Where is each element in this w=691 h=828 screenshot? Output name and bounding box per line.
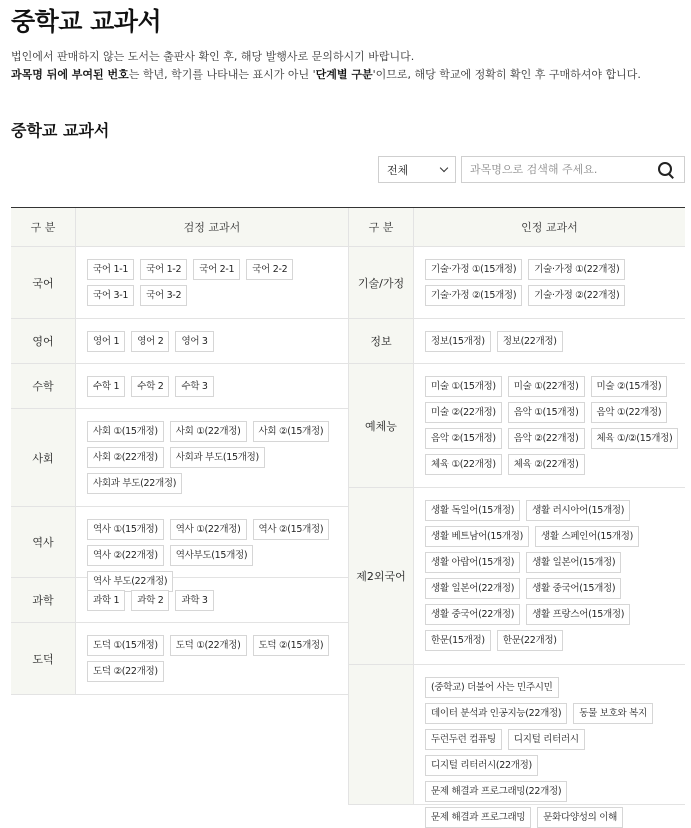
row-category: 수학	[11, 364, 76, 408]
chevron-down-icon	[440, 164, 448, 172]
row-book-list	[76, 623, 348, 694]
textbook-link[interactable]: 두런두런 컴퓨팅	[425, 729, 502, 750]
row-book-list	[414, 665, 685, 823]
textbook-link[interactable]: 도덕 ②(15개정)	[253, 635, 330, 656]
notice-mid: 는 학년, 학기를 나타내는 표시가 아닌 '	[128, 68, 316, 81]
textbook-link[interactable]: 생활 스페인어(15개정)	[535, 526, 639, 547]
textbook-link[interactable]: 미술 ②(15개정)	[591, 376, 668, 397]
textbook-link[interactable]: 기술·가정 ②(22개정)	[528, 285, 625, 306]
textbook-link[interactable]: 미술 ①(15개정)	[425, 376, 502, 397]
category-filter-select[interactable]	[378, 156, 456, 183]
table-row	[11, 578, 348, 623]
row-category	[349, 665, 414, 804]
row-book-list	[76, 507, 348, 587]
notice-line-2	[11, 66, 641, 84]
table-row	[349, 488, 685, 665]
table-row	[11, 409, 348, 507]
textbook-link[interactable]: 생활 아랍어(15개정)	[425, 552, 520, 573]
approved-textbook-table	[348, 208, 685, 823]
row-book-list	[414, 319, 685, 363]
textbook-link[interactable]: 역사 ②(15개정)	[253, 519, 330, 540]
notice-text	[11, 48, 641, 84]
textbook-link[interactable]: 영어 2	[131, 331, 169, 352]
row-category: 영어	[11, 319, 76, 363]
row-category: 제2외국어	[349, 488, 414, 664]
row-book-list	[76, 247, 348, 318]
textbook-link[interactable]: 디지털 리터러시(22개정)	[425, 755, 538, 776]
textbook-link[interactable]: 도덕 ①(22개정)	[170, 635, 247, 656]
table-row	[11, 623, 348, 695]
row-category: 정보	[349, 319, 414, 363]
textbook-link[interactable]: 정보(15개정)	[425, 331, 491, 352]
row-category: 국어	[11, 247, 76, 318]
header-category: 구 분	[11, 208, 76, 246]
textbook-link[interactable]: 정보(22개정)	[497, 331, 563, 352]
table-row	[349, 665, 685, 823]
row-category: 사회	[11, 409, 76, 506]
textbook-link[interactable]: 체육 ①/②(15개정)	[591, 428, 679, 449]
section-title: 중학교 교과서	[11, 121, 110, 140]
textbook-link[interactable]: 문화다양성의 이해	[537, 807, 623, 828]
textbook-link[interactable]: 수학 2	[131, 376, 169, 397]
textbook-link[interactable]: 생활 중국어(22개정)	[425, 604, 520, 625]
table-row	[11, 319, 348, 364]
header-category: 구 분	[349, 208, 414, 246]
textbook-link[interactable]: 도덕 ①(15개정)	[87, 635, 164, 656]
textbook-link[interactable]: 체육 ②(22개정)	[508, 454, 585, 475]
textbook-link[interactable]: 생활 러시아어(15개정)	[526, 500, 630, 521]
textbook-link[interactable]: 생활 베트남어(15개정)	[425, 526, 529, 547]
table-row	[349, 319, 685, 364]
notice-end: '이므로, 해당 학교에 정확히 확인 후 구매하셔야 합니다.	[372, 68, 641, 81]
textbook-link[interactable]: 도덕 ②(22개정)	[87, 661, 164, 682]
textbook-link[interactable]: 수학 1	[87, 376, 125, 397]
header-books: 검정 교과서	[183, 221, 241, 234]
textbook-link[interactable]: 생활 중국어(15개정)	[526, 578, 621, 599]
textbook-link[interactable]: 한문(15개정)	[425, 630, 491, 651]
textbook-link[interactable]: 국어 2-1	[193, 259, 240, 280]
textbook-link[interactable]: 미술 ②(22개정)	[425, 402, 502, 423]
textbook-link[interactable]: 한문(22개정)	[497, 630, 563, 651]
textbook-link[interactable]: 음악 ②(22개정)	[508, 428, 585, 449]
textbook-link[interactable]: 역사 ②(22개정)	[87, 545, 164, 566]
table-row	[11, 364, 348, 409]
textbook-link[interactable]: 역사 부도(22개정)	[87, 571, 173, 592]
textbook-link[interactable]: 국어 3-1	[87, 285, 134, 306]
textbook-link[interactable]: 음악 ①(15개정)	[508, 402, 585, 423]
textbook-link[interactable]: 미술 ①(22개정)	[508, 376, 585, 397]
textbook-link[interactable]: 문제 해결과 프로그래밍	[425, 807, 531, 828]
row-book-list	[76, 409, 348, 506]
row-category: 역사	[11, 507, 76, 577]
row-book-list	[414, 364, 685, 487]
row-book-list	[76, 319, 348, 363]
textbook-link[interactable]: 영어 1	[87, 331, 125, 352]
table-header	[349, 208, 685, 247]
textbook-link[interactable]: (중학교) 더불어 사는 민주시민	[425, 677, 559, 698]
textbook-link[interactable]: 국어 2-2	[246, 259, 293, 280]
page-title: 중학교 교과서	[11, 7, 162, 36]
textbook-link[interactable]: 생활 독일어(15개정)	[425, 500, 520, 521]
table-row	[349, 364, 685, 488]
row-book-list	[76, 364, 348, 408]
textbook-link[interactable]: 역사 ①(15개정)	[87, 519, 164, 540]
textbook-link[interactable]: 기술·가정 ②(15개정)	[425, 285, 522, 306]
textbook-link[interactable]: 디지털 리터러시	[508, 729, 585, 750]
search-box	[461, 156, 685, 183]
row-book-list	[76, 578, 348, 622]
textbook-link[interactable]: 생활 일본어(15개정)	[526, 552, 621, 573]
textbook-link[interactable]: 과학 3	[175, 590, 213, 611]
row-category: 도덕	[11, 623, 76, 694]
textbook-link[interactable]: 수학 3	[175, 376, 213, 397]
table-body	[349, 247, 685, 823]
textbook-link[interactable]: 체육 ①(22개정)	[425, 454, 502, 475]
table-row	[11, 507, 348, 587]
textbook-link[interactable]: 데이터 분석과 인공지능(22개정)	[425, 703, 567, 724]
notice-bold-1: 과목명 뒤에 부여된 번호	[11, 68, 129, 81]
textbook-link[interactable]: 역사 ①(22개정)	[170, 519, 247, 540]
textbook-link[interactable]: 사회 ②(22개정)	[87, 447, 164, 468]
textbook-link[interactable]: 사회과 부도(15개정)	[170, 447, 265, 468]
textbook-link[interactable]: 기술·가정 ①(22개정)	[528, 259, 625, 280]
row-category: 과학	[11, 578, 76, 622]
textbook-link[interactable]: 과학 1	[87, 590, 125, 611]
table-header	[11, 208, 348, 247]
textbook-link[interactable]: 사회 ①(22개정)	[170, 421, 247, 442]
notice-line-1: 법인에서 판매하지 않는 도서는 출판사 확인 후, 해당 발행사로 문의하시기 바랍니다.	[11, 50, 415, 63]
category-filter-value: 전체	[387, 163, 409, 177]
textbook-link[interactable]: 생활 일본어(22개정)	[425, 578, 520, 599]
row-category: 예체능	[349, 364, 414, 487]
textbook-link[interactable]: 음악 ①(22개정)	[591, 402, 668, 423]
textbook-link[interactable]: 국어 1-1	[87, 259, 134, 280]
notice-bold-2: 단계별 구분	[315, 68, 373, 81]
table-row	[349, 247, 685, 319]
textbook-link[interactable]: 동물 보호와 복지	[573, 703, 653, 724]
textbook-link[interactable]: 음악 ②(15개정)	[425, 428, 502, 449]
textbook-link[interactable]: 역사부도(15개정)	[170, 545, 254, 566]
search-icon[interactable]	[654, 158, 678, 182]
textbook-link[interactable]: 국어 1-2	[140, 259, 187, 280]
textbook-link[interactable]: 국어 3-2	[140, 285, 187, 306]
textbook-link[interactable]: 생활 프랑스어(15개정)	[526, 604, 630, 625]
row-book-list	[414, 247, 685, 318]
row-category: 기술/가정	[349, 247, 414, 318]
textbook-link[interactable]: 기술·가정 ①(15개정)	[425, 259, 522, 280]
header-books: 인정 교과서	[521, 221, 578, 234]
certified-textbook-table	[11, 208, 348, 695]
textbook-link[interactable]: 영어 3	[175, 331, 213, 352]
textbook-link[interactable]: 사회과 부도(22개정)	[87, 473, 182, 494]
textbook-link[interactable]: 사회 ②(15개정)	[253, 421, 330, 442]
table-body	[11, 247, 348, 695]
textbook-link[interactable]: 사회 ①(15개정)	[87, 421, 164, 442]
search-input[interactable]	[462, 157, 654, 182]
textbook-link[interactable]: 과학 2	[131, 590, 169, 611]
table-row	[11, 247, 348, 319]
textbook-link[interactable]: 문제 해결과 프로그래밍(22개정)	[425, 781, 567, 802]
row-book-list	[414, 488, 685, 664]
